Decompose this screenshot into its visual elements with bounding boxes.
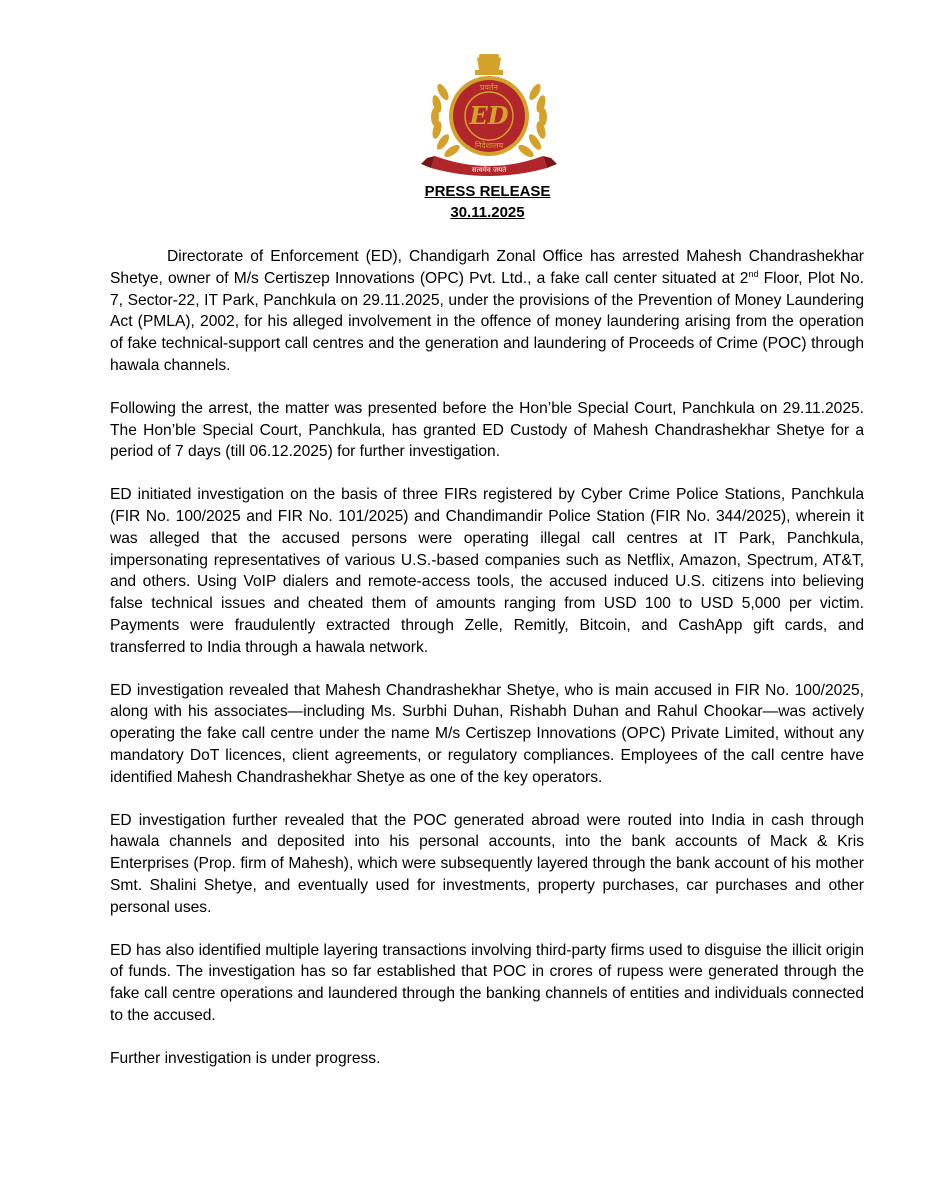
- emblem-bottom-text: निदेशालय: [474, 141, 504, 150]
- press-release-body: [110, 246, 864, 1091]
- paragraph-arrest-text-a: Directorate of Enforcement (ED), Chandigarh Zonal Office has arrested Mahesh Chandrashekhar Shetye, owner of M/s Certiszep Innovations (OPC) Pvt. Ltd., a fake call center situated at 2: [110, 248, 864, 287]
- lion-capital-icon: [475, 54, 503, 75]
- emblem-motto: सत्यमेव जयते: [471, 166, 507, 174]
- ordinal-suffix: nd: [748, 268, 759, 279]
- paragraph-arrest-text-b: Floor, Plot No. 7, Sector-22, IT Park, Panchkula on 29.11.2025, under the provisions of the Prevention of Money Laundering Act (PMLA), 2002, for his alleged involvement in the offence of money laundering arising from the operation of fake technical-support call centres and the generation and laundering of Proceeds of Crime (POC) through hawala channels.: [110, 269, 864, 374]
- emblem-top-text: प्रवर्तन: [480, 83, 498, 92]
- paragraph-poc-routing: ED investigation further revealed that the POC generated abroad were routed into India in cash through hawala channels and deposited into his personal accounts, into the bank accounts of Mack & Kris Enterprises (Prop. firm of Mahesh), which were subsequently layered through the bank account of his mother Smt. Shalini Shetye, and eventually used for investments, property purchases, car purchases and other personal uses.: [110, 811, 864, 916]
- paragraph-layering: ED has also identified multiple layering transactions involving third-party firms used to disguise the illicit origin of funds. The investigation has so far established that POC in crores of rupess were generated through the fake call centre operations and laundered through the banking channels of entities and individuals connected to the accused.: [110, 941, 864, 1024]
- paragraph-arrest: [110, 246, 864, 377]
- paragraph-associates: ED investigation revealed that Mahesh Chandrashekhar Shetye, who is main accused in FIR No. 100/2025, along with his associates—including Ms. Surbhi Duhan, Rishabh Duhan and Rahul Chookar—was actively operating the fake call centre under the name M/s Certiszep Innovations (OPC) Private Limited, without any mandatory DoT licences, client agreements, or regulatory compliances. Employees of the call centre have identified Mahesh Chandrashekhar Shetye as one of the key operators.: [110, 681, 864, 786]
- press-release-title: PRESS RELEASE: [424, 183, 551, 200]
- ed-emblem-logo: [413, 52, 565, 180]
- emblem-monogram: ED: [469, 101, 509, 130]
- paragraph-firs: ED initiated investigation on the basis of three FIRs registered by Cyber Crime Police Stations, Panchkula (FIR No. 100/2025 and FIR No. 101/2025) and Chandimandir Police Station (FIR No. 344/2025), wherein it was alleged that the accused persons were operating illegal call centres at IT Park, Panchkula, impersonating representatives of various U.S.-based companies such as Netflix, Amazon, Spectrum, AT&T, and others. Using VoIP dialers and remote-access tools, the accused induced U.S. citizens into believing false technical issues and cheated them of amounts ranging from USD 100 to USD 5,000 per victim. Payments were fraudulently extracted through Zelle, Remitly, Bitcoin, and CashApp gift cards, and transferred to India through a hawala network.: [110, 486, 864, 656]
- press-release-date: 30.11.2025: [450, 204, 525, 221]
- paragraph-custody: Following the arrest, the matter was presented before the Hon’ble Special Court, Panchkula on 29.11.2025. The Hon’ble Special Court, Panchkula, has granted ED Custody of Mahesh Chandrashekhar Shetye for a period of 7 days (till 06.12.2025) for further investigation.: [110, 399, 864, 461]
- paragraph-closing: Further investigation is under progress.: [110, 1049, 381, 1067]
